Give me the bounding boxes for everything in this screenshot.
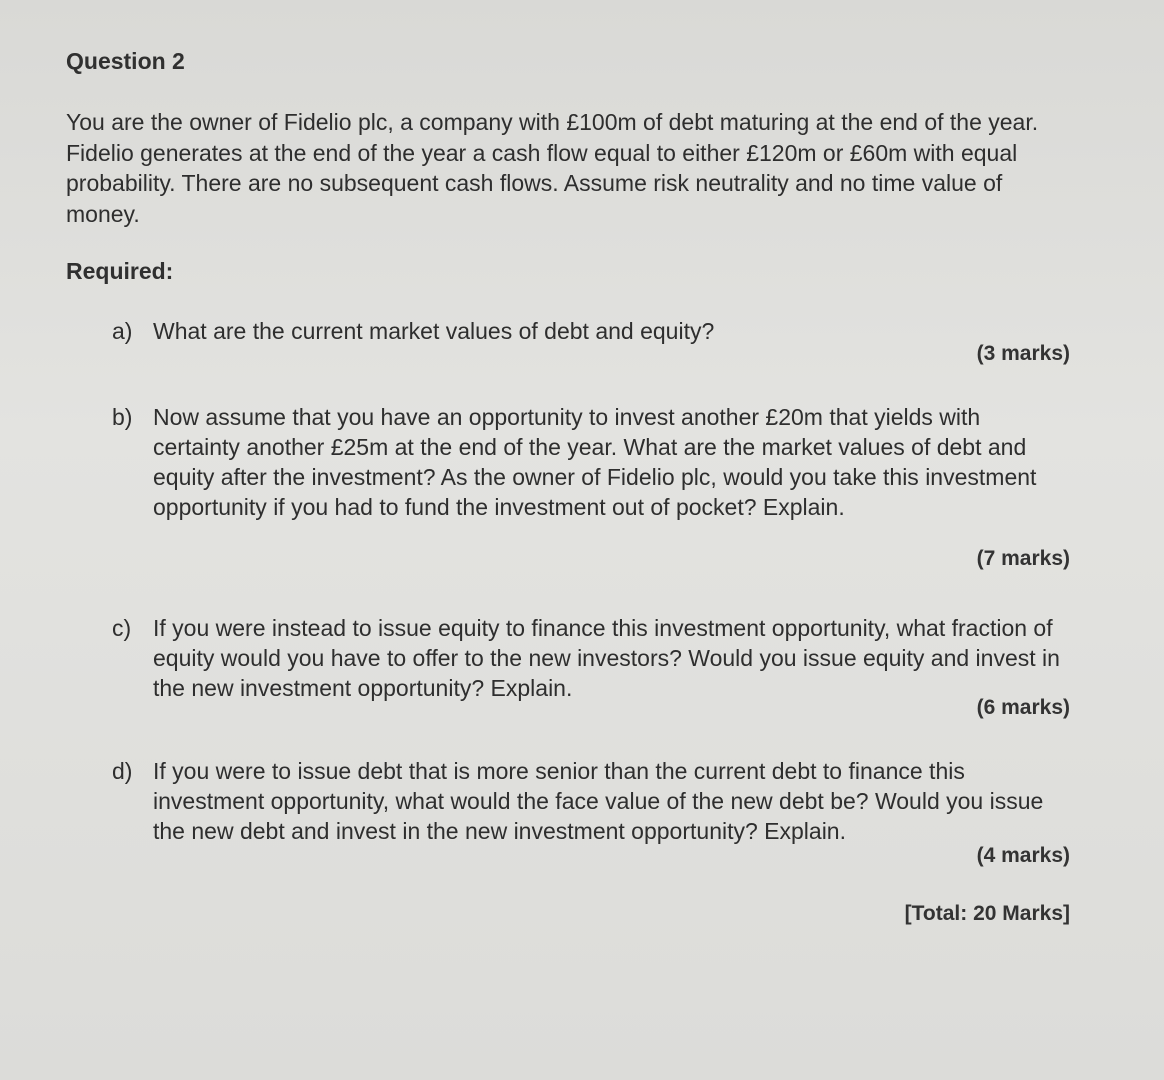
required-heading: Required: xyxy=(66,258,174,284)
question-intro: You are the owner of Fidelio plc, a company with £100m of debt maturing at the end of the year. Fidelio generates at the end of the year a cash flow equal to either £120m or £60m with equal probability. There are no subsequent cash flows. Assume risk neutrality and no time value of money. xyxy=(66,109,1039,227)
part-c-letter: c) xyxy=(112,615,132,641)
part-d xyxy=(112,756,1072,846)
part-a-letter: a) xyxy=(112,318,133,344)
part-c-marks: (6 marks) xyxy=(976,696,1070,719)
part-b-text: Now assume that you have an opportunity to invest another £20m that yields with certainty another £25m at the end of the year. What are the market values of debt and equity after the investment? As the owner of Fidelio plc, would you take this investment opportunity if you had to fund the investment out of pocket? Explain. xyxy=(153,404,1037,520)
part-c-text: If you were instead to issue equity to finance this investment opportunity, what fraction of equity would you have to offer to the new investors? Would you issue equity and invest in the new investment opportunity? Explain. xyxy=(153,615,1060,701)
part-d-marks: (4 marks) xyxy=(976,844,1070,867)
part-a xyxy=(112,316,1072,346)
part-a-text: What are the current market values of debt and equity? xyxy=(153,318,715,344)
total-marks: [Total: 20 Marks] xyxy=(904,902,1070,925)
part-b xyxy=(112,402,1072,522)
part-a-marks: (3 marks) xyxy=(976,342,1070,365)
part-c xyxy=(112,613,1072,703)
part-d-letter: d) xyxy=(112,758,133,784)
part-d-text: If you were to issue debt that is more senior than the current debt to finance this investment opportunity, what would the face value of the new debt be? Would you issue the new debt and invest in the new investment opportunity? Explain. xyxy=(153,758,1044,844)
part-b-marks: (7 marks) xyxy=(976,547,1070,570)
question-title: Question 2 xyxy=(66,48,185,74)
part-b-letter: b) xyxy=(112,404,133,430)
